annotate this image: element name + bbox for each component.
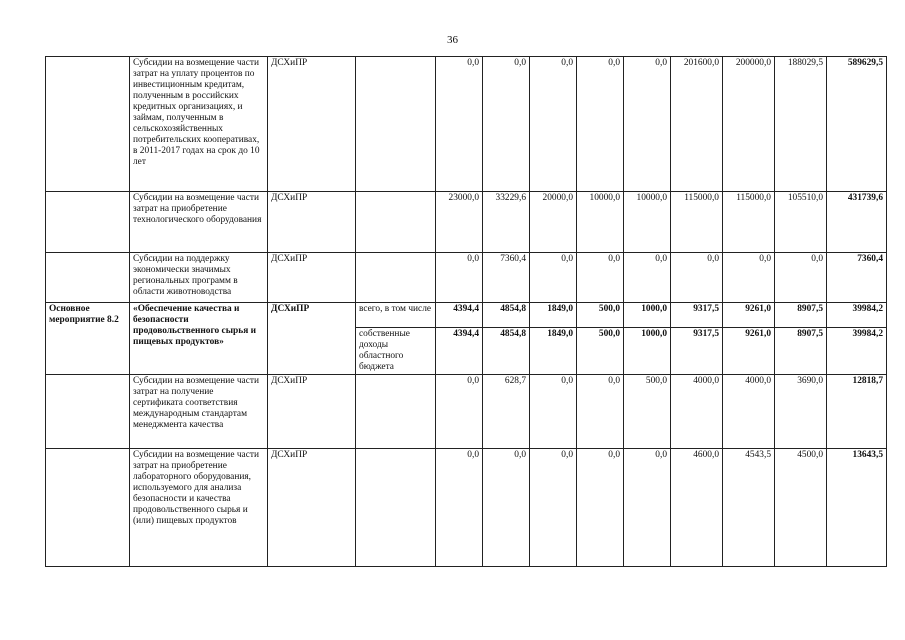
event-name-cell: Субсидии на поддержку экономически значимых региональных программ в области животноводства [130, 253, 268, 303]
year-value-cell: 9261,0 [723, 328, 775, 375]
year-value-cell: 9261,0 [723, 303, 775, 328]
year-value-cell: 0,0 [624, 449, 671, 567]
year-value-cell: 105510,0 [775, 192, 827, 253]
year-value-cell: 1000,0 [624, 303, 671, 328]
year-value-cell: 0,0 [530, 57, 577, 192]
table-row [46, 375, 887, 449]
total-cell: 39984,2 [827, 303, 887, 328]
year-value-cell: 3690,0 [775, 375, 827, 449]
year-value-cell: 33229,6 [483, 192, 530, 253]
year-value-cell: 0,0 [436, 253, 483, 303]
year-value-cell: 115000,0 [671, 192, 723, 253]
year-value-cell: 628,7 [483, 375, 530, 449]
year-value-cell: 4854,8 [483, 303, 530, 328]
total-cell: 7360,4 [827, 253, 887, 303]
year-value-cell: 0,0 [671, 253, 723, 303]
year-value-cell: 7360,4 [483, 253, 530, 303]
year-value-cell: 0,0 [530, 449, 577, 567]
year-value-cell: 4394,4 [436, 328, 483, 375]
section-cell: Основное мероприятие 8.2 [46, 303, 130, 375]
year-value-cell: 0,0 [530, 375, 577, 449]
year-value-cell: 1849,0 [530, 303, 577, 328]
year-value-cell: 0,0 [436, 449, 483, 567]
table-row [46, 303, 887, 328]
executor-cell: ДСХиПР [268, 192, 356, 253]
year-value-cell: 0,0 [436, 375, 483, 449]
year-value-cell: 4000,0 [671, 375, 723, 449]
year-value-cell: 0,0 [775, 253, 827, 303]
year-value-cell: 4394,4 [436, 303, 483, 328]
year-value-cell: 4000,0 [723, 375, 775, 449]
source-cell [356, 375, 436, 449]
year-value-cell: 23000,0 [436, 192, 483, 253]
program-table [45, 56, 887, 567]
source-cell: всего, в том числе [356, 303, 436, 328]
total-cell: 13643,5 [827, 449, 887, 567]
year-value-cell: 0,0 [483, 57, 530, 192]
year-value-cell: 0,0 [624, 57, 671, 192]
executor-cell: ДСХиПР [268, 253, 356, 303]
event-name-cell: Субсидии на возмещение части затрат на получение сертификата соответствия международным стандартам менеджмента качества [130, 375, 268, 449]
total-cell: 431739,6 [827, 192, 887, 253]
year-value-cell: 0,0 [723, 253, 775, 303]
year-value-cell: 0,0 [577, 57, 624, 192]
year-value-cell: 500,0 [624, 375, 671, 449]
year-value-cell: 500,0 [577, 328, 624, 375]
section-cell [46, 375, 130, 449]
year-value-cell: 8907,5 [775, 303, 827, 328]
year-value-cell: 9317,5 [671, 303, 723, 328]
event-name-cell: Субсидии на возмещение части затрат на приобретение технологического оборудования [130, 192, 268, 253]
page-number: 36 [447, 34, 458, 46]
source-cell [356, 253, 436, 303]
executor-cell: ДСХиПР [268, 303, 356, 375]
year-value-cell: 0,0 [530, 253, 577, 303]
year-value-cell: 0,0 [436, 57, 483, 192]
executor-cell: ДСХиПР [268, 375, 356, 449]
section-cell [46, 57, 130, 192]
event-name-cell: «Обеспечение качества и безопасности продовольственного сырья и пищевых продуктов» [130, 303, 268, 375]
year-value-cell: 0,0 [577, 449, 624, 567]
total-cell: 589629,5 [827, 57, 887, 192]
year-value-cell: 20000,0 [530, 192, 577, 253]
year-value-cell: 188029,5 [775, 57, 827, 192]
table-row [46, 449, 887, 567]
year-value-cell: 4600,0 [671, 449, 723, 567]
year-value-cell: 8907,5 [775, 328, 827, 375]
year-value-cell: 201600,0 [671, 57, 723, 192]
source-cell [356, 192, 436, 253]
section-cell [46, 449, 130, 567]
year-value-cell: 1000,0 [624, 328, 671, 375]
year-value-cell: 4854,8 [483, 328, 530, 375]
section-cell [46, 253, 130, 303]
executor-cell: ДСХиПР [268, 449, 356, 567]
event-name-cell: Субсидии на возмещение части затрат на уплату процентов по инвестиционным кредитам, полученным в российских кредитных организациях, и займам, полученным в сельскохозяйственных потребительских кооперативах, в 2011-2017 годах на срок до 10 лет [130, 57, 268, 192]
year-value-cell: 9317,5 [671, 328, 723, 375]
event-name-cell: Субсидии на возмещение части затрат на приобретение лабораторного оборудования, используемого для анализа безопасности и качества продовольственного сырья и (или) пищевых продуктов [130, 449, 268, 567]
year-value-cell: 0,0 [624, 253, 671, 303]
year-value-cell: 1849,0 [530, 328, 577, 375]
source-cell [356, 57, 436, 192]
source-cell [356, 449, 436, 567]
table-row [46, 192, 887, 253]
source-cell: собственные доходы областного бюджета [356, 328, 436, 375]
year-value-cell: 10000,0 [577, 192, 624, 253]
year-value-cell: 200000,0 [723, 57, 775, 192]
table-row [46, 57, 887, 192]
total-cell: 39984,2 [827, 328, 887, 375]
section-cell [46, 192, 130, 253]
table-row [46, 253, 887, 303]
total-cell: 12818,7 [827, 375, 887, 449]
year-value-cell: 500,0 [577, 303, 624, 328]
year-value-cell: 4543,5 [723, 449, 775, 567]
year-value-cell: 115000,0 [723, 192, 775, 253]
year-value-cell: 4500,0 [775, 449, 827, 567]
year-value-cell: 10000,0 [624, 192, 671, 253]
year-value-cell: 0,0 [483, 449, 530, 567]
year-value-cell: 0,0 [577, 253, 624, 303]
year-value-cell: 0,0 [577, 375, 624, 449]
executor-cell: ДСХиПР [268, 57, 356, 192]
